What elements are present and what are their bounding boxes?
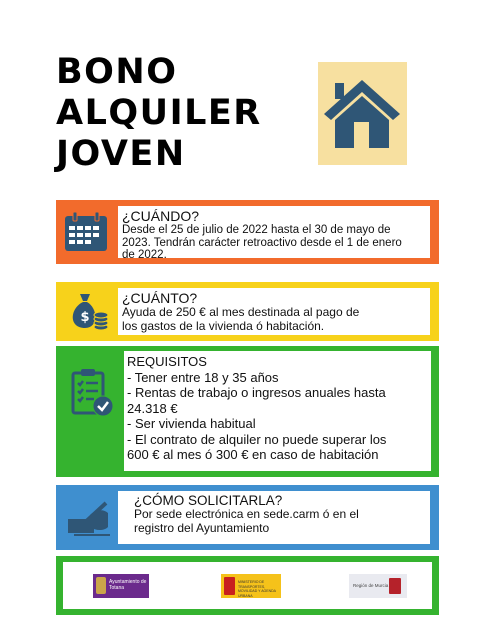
apply-card (56, 485, 439, 550)
title-line-3: JOVEN (56, 134, 186, 174)
when-line-3: de 2022. (122, 249, 167, 261)
title-line-2: ALQUILER (56, 93, 262, 133)
apply-text (134, 493, 424, 535)
when-line-2: 2023. Tendrán carácter retroactivo desde el 1 de enero (122, 236, 402, 249)
requirements-card (56, 346, 439, 477)
svg-text:$: $ (80, 310, 90, 325)
house-image (318, 62, 407, 165)
how-much-line-1: Ayuda de 250 € al mes destinada al pago de (122, 305, 360, 319)
totana-crest-icon (96, 577, 106, 594)
ministry-logo-label: MINISTERIO DE TRANSPORTES, MOVILIDAD Y AGENDA URBANA (238, 580, 276, 598)
requirements-text (127, 354, 427, 463)
requirements-line-3: 24.318 € (127, 400, 178, 416)
house-icon (318, 62, 407, 165)
apply-heading: ¿CÓMO SOLICITARLA? (134, 493, 283, 508)
ministry-logo (221, 574, 281, 598)
how-much-text (122, 291, 422, 333)
requirements-heading: REQUISITOS (127, 354, 207, 369)
apply-line-2: registro del Ayuntamiento (134, 520, 270, 535)
signing-hand-icon (66, 497, 112, 537)
requirements-line-2: - Rentas de trabajo o ingresos anuales hasta (127, 385, 386, 400)
requirements-line-1: - Tener entre 18 y 35 años (127, 369, 279, 385)
apply-line-1: Por sede electrónica en sede.carm ó en el (134, 507, 359, 521)
money-bag-icon (66, 290, 110, 332)
calendar-icon (64, 212, 108, 252)
checklist-icon (70, 368, 116, 418)
when-text (122, 209, 422, 262)
murcia-crest-icon (389, 578, 401, 594)
page-title (56, 52, 262, 175)
murcia-logo (349, 574, 407, 598)
how-much-line-2: los gastos de la vivienda ó habitación. (122, 318, 325, 333)
when-heading: ¿CUÁNDO? (122, 208, 200, 224)
when-card (56, 200, 439, 264)
totana-logo-label: Ayuntamiento de Totana (109, 579, 147, 591)
how-much-heading: ¿CUÁNTO? (122, 290, 198, 306)
totana-logo (93, 574, 149, 598)
logos-card (56, 556, 439, 615)
spain-crest-icon (224, 577, 235, 595)
how-much-card (56, 282, 439, 341)
logos-panel (63, 562, 432, 609)
requirements-line-5: - El contrato de alquiler no puede superar los (127, 431, 387, 447)
title-line-1: BONO (56, 52, 178, 92)
when-line-1: Desde el 25 de julio de 2022 hasta el 30 de mayo de (122, 224, 391, 236)
murcia-logo-label: Región de Murcia (353, 583, 389, 588)
requirements-line-4: - Ser vivienda habitual (127, 416, 256, 431)
requirements-line-6: 600 € al mes ó 300 € en caso de habitación (127, 447, 379, 462)
